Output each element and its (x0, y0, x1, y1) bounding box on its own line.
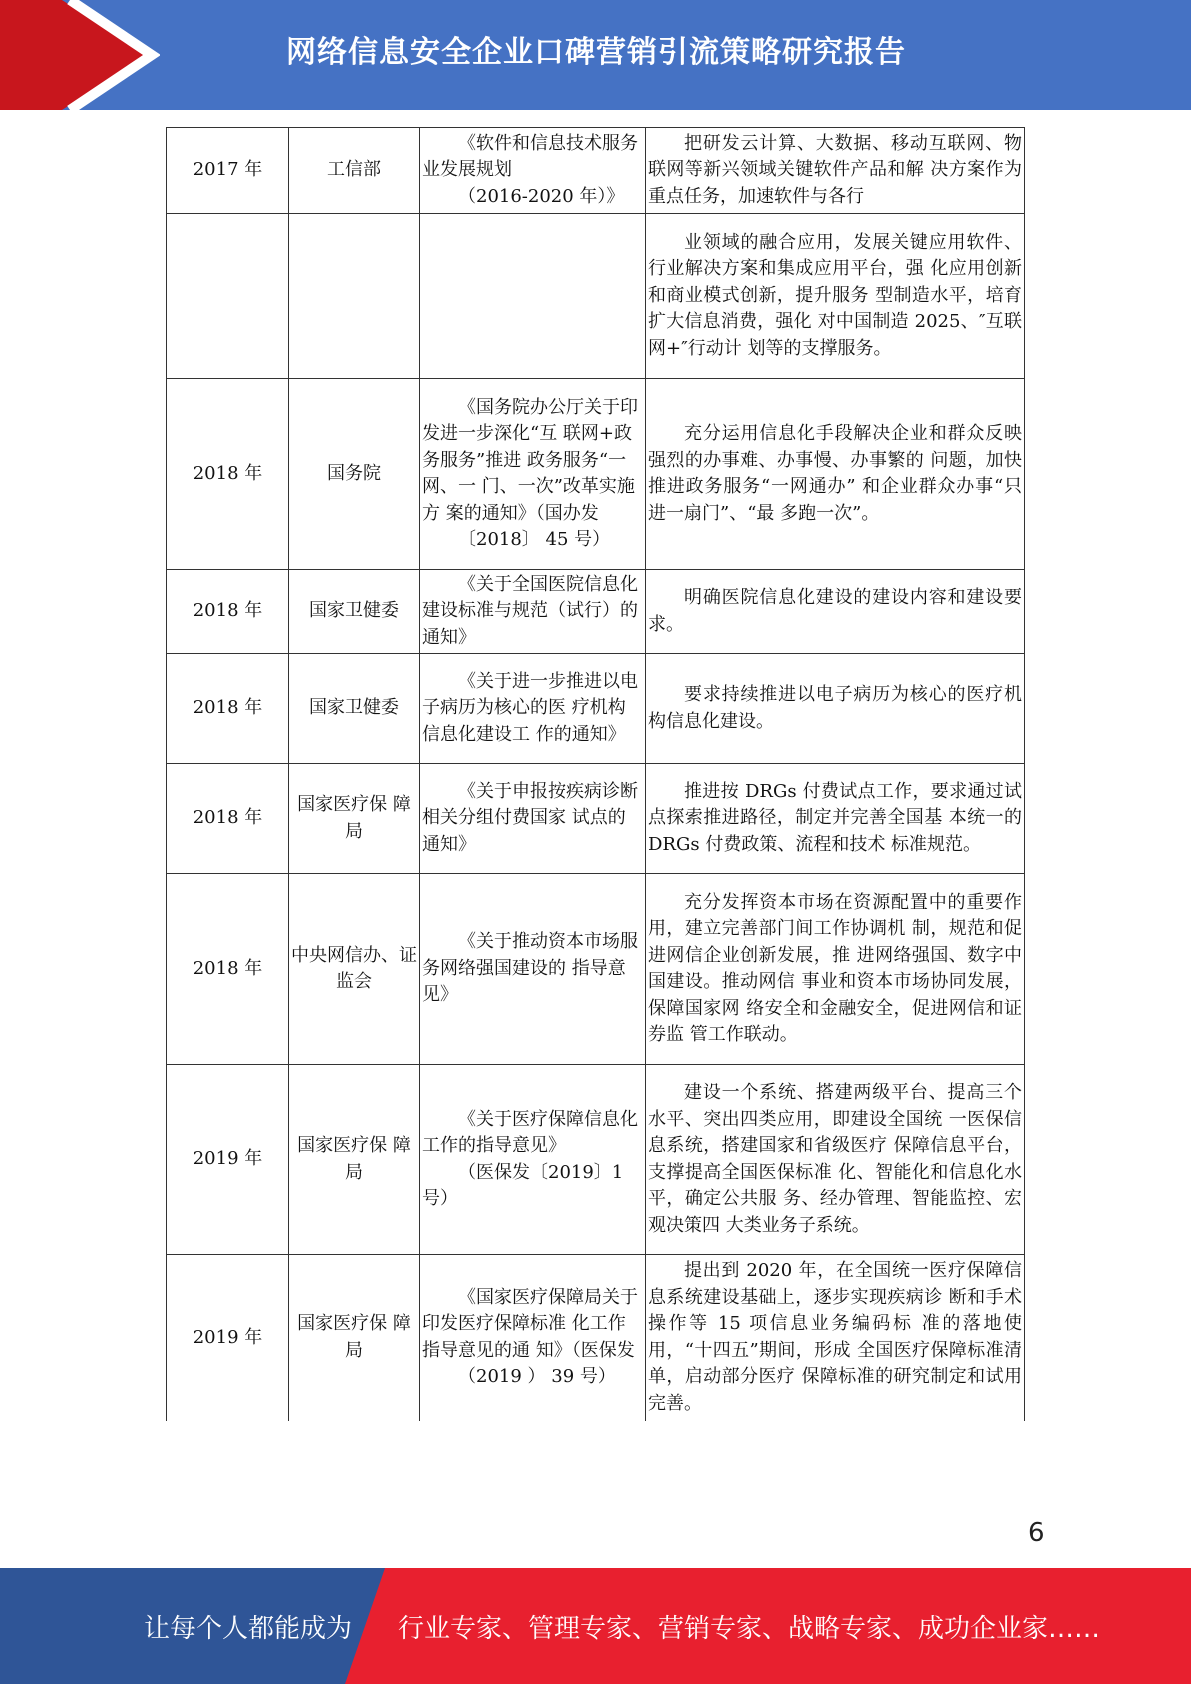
department-cell: 国务院 (289, 379, 420, 570)
department-cell: 国家医疗保 障局 (289, 1065, 420, 1255)
content-text: 业领域的融合应用，发展关键应用软件、行业解决方案和集成应用平台，强 化应用创新和商业模式创新，提升服务 型制造水平，培育扩大信息消费，强化 对中国制造 2025、″互联网+″行动计 划等的支撑服务。 (648, 231, 1022, 359)
table-row (167, 214, 1025, 379)
year-cell: 2017 年 (167, 128, 289, 214)
page-number: 6 (1028, 1518, 1045, 1548)
year-cell (167, 214, 289, 379)
policy-table (166, 127, 1025, 1421)
document-title: 《国务院办公厅关于印发进一步深化“互 联网+政务服务”推进 政务服务“一网、一 门、一次”改革实施方 案的通知》（国办发 (422, 396, 638, 524)
content-cell (646, 128, 1025, 214)
policy-table-wrap (166, 127, 1024, 1421)
department-cell: 工信部 (289, 128, 420, 214)
document-cell (420, 379, 646, 570)
year-cell: 2019 年 (167, 1065, 289, 1255)
table-row (167, 874, 1025, 1065)
department-cell: 国家医疗保 障局 (289, 1255, 420, 1421)
document-cell (420, 874, 646, 1065)
year-cell: 2018 年 (167, 379, 289, 570)
content-cell (646, 654, 1025, 764)
page-footer (0, 1568, 1191, 1684)
content-text: 把研发云计算、大数据、移动互联网、物联网等新兴领域关键软件产品和解 决方案作为重点任务，加速软件与各行 (648, 132, 1022, 207)
document-cell (420, 654, 646, 764)
document-title: 《关于推动资本市场服务网络强国建设的 指导意见》 (422, 931, 638, 1006)
document-title: 《关于进一步推进以电子病历为核心的医 疗机构信息化建设工 作的通知》 (422, 670, 638, 745)
document-title: 《关于全国医院信息化建设标准与规范（试行）的通知》 (422, 573, 638, 648)
table-row (167, 1065, 1025, 1255)
content-text: 明确医院信息化建设的建设内容和建设要求。 (648, 587, 1022, 635)
year-cell: 2018 年 (167, 764, 289, 874)
content-text: 提出到 2020 年，在全国统一医疗保障信息系统建设基础上，逐步实现疾病诊 断和手术操作等 15 项信息业务编码标 准的落地使用，“十四五”期间，形成 全国医疗保障标准清单，启动部分医疗 保障标准的研究制定和试用完善。 (648, 1260, 1022, 1414)
document-cell (420, 128, 646, 214)
content-cell (646, 1255, 1025, 1421)
document-cell (420, 1255, 646, 1421)
table-row (167, 764, 1025, 874)
table-row (167, 128, 1025, 214)
content-text: 建设一个系统、搭建两级平台、提高三个水平、突出四类应用，即建设全国统 一医保信息系统，搭建国家和省级医疗 保障信息平台，支撑提高全国医保标准 化、智能化和信息化水平，确定公共服 务、经办管理、智能监控、宏观决策四 大类业务子系统。 (648, 1082, 1022, 1236)
department-cell: 国家卫健委 (289, 570, 420, 654)
table-row (167, 570, 1025, 654)
table-row (167, 1255, 1025, 1421)
document-number: （2019 ） 39 号） (458, 1366, 616, 1388)
content-cell (646, 764, 1025, 874)
year-cell: 2018 年 (167, 570, 289, 654)
content-cell (646, 570, 1025, 654)
department-cell: 国家卫健委 (289, 654, 420, 764)
content-text: 充分运用信息化手段解决企业和群众反映强烈的办事难、办事慢、办事繁的 问题，加快推进政务服务“一网通办” 和企业群众办事“只进一扇门”、“最 多跑一次”。 (648, 423, 1022, 524)
document-number: 〔2018〕 45 号） (458, 529, 611, 550)
content-text: 充分发挥资本市场在资源配置中的重要作用，建立完善部门间工作协调机 制，规范和促进网信企业创新发展，推 进网络强国、数字中国建设。推动网信 事业和资本市场协同发展，保障国家网 络安全和金融安全，促进网信和证券监 管工作联动。 (648, 891, 1022, 1045)
table-row (167, 379, 1025, 570)
year-cell: 2019 年 (167, 1255, 289, 1421)
document-title: 《软件和信息技术服务业发展规划 (422, 132, 638, 181)
document-cell (420, 764, 646, 874)
footer-slogan-left: 让每个人都能成为 (144, 1614, 353, 1644)
content-cell (646, 1065, 1025, 1255)
footer-slogan-right: 行业专家、管理专家、营销专家、战略专家、成功企业家…… (398, 1614, 1101, 1644)
content-cell (646, 379, 1025, 570)
document-cell (420, 214, 646, 379)
year-cell: 2018 年 (167, 874, 289, 1065)
document-title: 《国家医疗保障局关于印发医疗保障标准 化工作指导意见的通 知》（医保发 (422, 1286, 638, 1361)
year-cell: 2018 年 (167, 654, 289, 764)
document-cell (420, 1065, 646, 1255)
content-text: 推进按 DRGs 付费试点工作，要求通过试点探索推进路径，制定并完善全国基 本统一的 DRGs 付费政策、流程和技术 标准规范。 (648, 780, 1022, 855)
content-cell (646, 874, 1025, 1065)
department-cell: 中央网信办、证监会 (289, 874, 420, 1065)
report-title: 网络信息安全企业口碑营销引流策略研究报告 (286, 35, 906, 70)
department-cell (289, 214, 420, 379)
page-header (0, 0, 1191, 110)
department-cell: 国家医疗保 障局 (289, 764, 420, 874)
document-cell (420, 570, 646, 654)
document-title: 《关于医疗保障信息化工作的指导意见》 (422, 1108, 638, 1156)
document-number: （医保发〔2019〕1 号） (422, 1161, 624, 1209)
content-cell (646, 214, 1025, 379)
document-number: （2016-2020 年）》 (458, 185, 625, 207)
table-row (167, 654, 1025, 764)
header-arrow-decoration (0, 0, 160, 110)
document-title: 《关于申报按疾病诊断相关分组付费国家 试点的通知》 (422, 780, 638, 855)
content-text: 要求持续推进以电子病历为核心的医疗机构信息化建设。 (648, 684, 1022, 732)
